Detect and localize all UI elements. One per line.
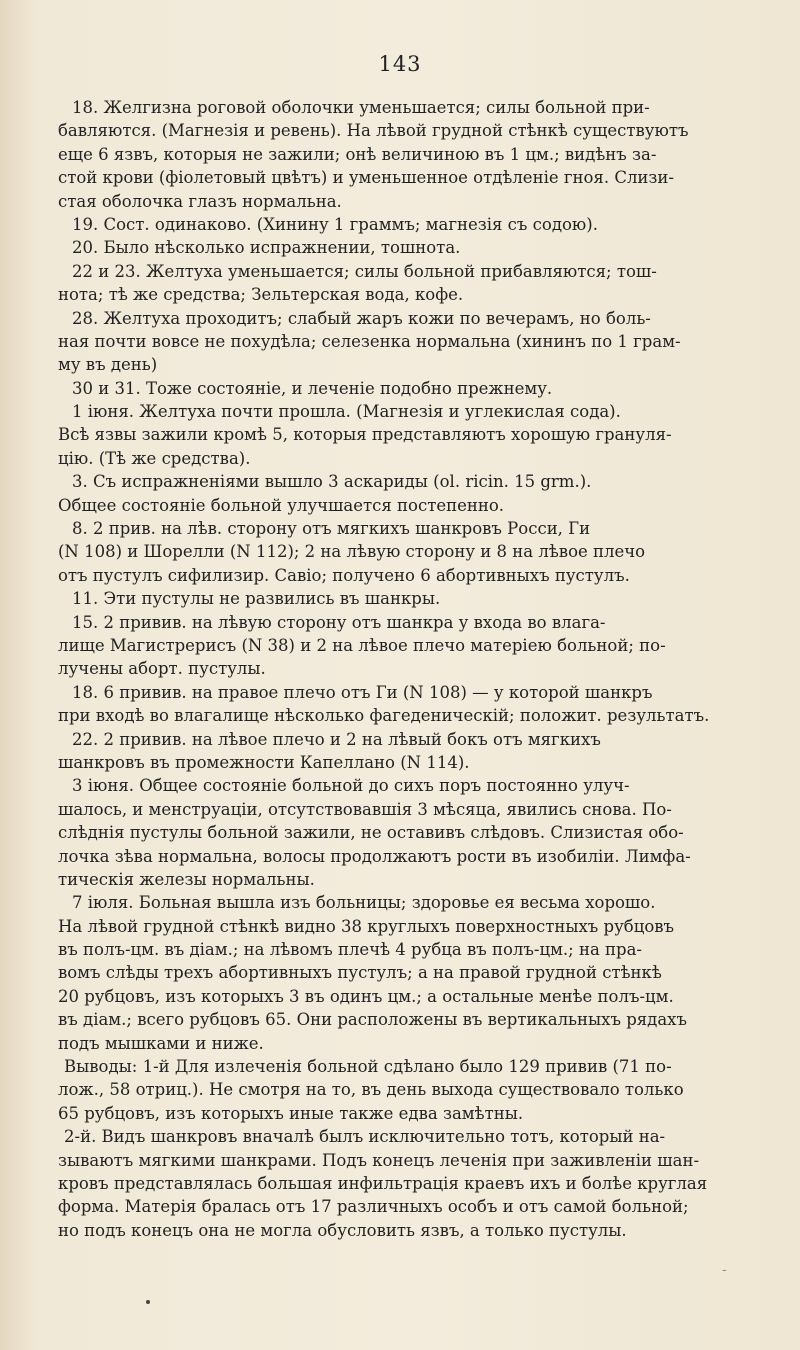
text-line: 65 рубцовъ, изъ которыхъ иные также едва замѣтны. xyxy=(58,1103,524,1123)
text-line: стая оболочка глазъ нормальна. xyxy=(58,191,342,211)
text-line: Общее состояніе больной улучшается постепенно. xyxy=(58,495,505,515)
page-number: 143 xyxy=(378,52,422,76)
text-line: 18. Желгизна роговой оболочки уменьшается; силы больной при- xyxy=(72,98,650,117)
text-line: 1 іюня. Желтуха почти прошла. (Магнезія и углекислая сода). xyxy=(72,402,621,422)
text-line: кровъ представлялась большая инфильтрація краевъ ихъ и болѣе круглая xyxy=(58,1173,708,1193)
text-line: На лѣвой грудной стѣнкѣ видно 38 круглыхъ поверхностныхъ рубцовъ xyxy=(58,916,675,936)
text-line: 18. 6 привив. на правое плечо отъ Ги (N 108) — у которой шанкръ xyxy=(72,682,653,702)
text-line: лож., 58 отриц.). Не смотря на то, въ день выхода существовало только xyxy=(58,1080,684,1100)
text-line: 28. Желтуха проходитъ; слабый жаръ кожи по вечерамъ, но боль- xyxy=(72,308,651,328)
text-line: нота; тѣ же средства; Зельтерская вода, кофе. xyxy=(58,285,464,305)
text-line: зываютъ мягкими шанкрами. Подъ конецъ леченія при заживленіи шан- xyxy=(58,1150,700,1170)
text-line: отъ пустулъ сифилизир. Савіо; получено 6 абортивныхъ пустулъ. xyxy=(58,565,630,585)
text-line: 3. Съ испражненіями вышло 3 аскариды (ol. ricin. 15 grm.). xyxy=(72,472,592,492)
text-line: 22 и 23. Желтуха уменьшается; силы больной прибавляются; тош- xyxy=(72,261,657,281)
text-line: му въ день) xyxy=(58,355,158,375)
text-line: при входѣ во влагалище нѣсколько фагеденическій; положит. результатъ. xyxy=(58,706,710,726)
end-mark: - xyxy=(722,1262,727,1278)
text-line: Выводы: 1-й Для излеченія больной сдѣлано было 129 привив (71 по- xyxy=(64,1057,672,1077)
text-line: вомъ слѣды трехъ абортивныхъ пустулъ; а на правой грудной стѣнкѣ xyxy=(58,963,662,983)
text-line: цію. (Тѣ же средства). xyxy=(58,448,251,468)
text-line: шанкровъ въ промежности Капеллано (N 114). xyxy=(58,752,470,772)
text-line: 22. 2 привив. на лѣвое плечо и 2 на лѣвый бокъ отъ мягкихъ xyxy=(72,729,601,749)
text-line: 7 іюля. Больная вышла изъ больницы; здоровье ея весьма хорошо. xyxy=(72,893,656,913)
text-line: еще 6 язвъ, которыя не зажили; онѣ величиною въ 1 цм.; видѣнъ за- xyxy=(58,144,657,164)
text-line: въ діам.; всего рубцовъ 65. Они расположены въ вертикальныхъ рядахъ xyxy=(58,1010,687,1030)
text-line: шалось, и менструаціи, отсутствовавшія 3 мѣсяца, явились снова. По- xyxy=(58,799,672,819)
text-line: форма. Матерія бралась отъ 17 различныхъ особъ и отъ самой больной; xyxy=(58,1197,689,1217)
text-line: слѣднія пустулы больной зажили, не оставивъ слѣдовъ. Слизистая обо- xyxy=(58,823,684,843)
text-line: но подъ конецъ она не могла обусловить язвъ, а только пустулы. xyxy=(58,1220,627,1240)
text-line: 15. 2 привив. на лѣвую сторону отъ шанкра у входа во влага- xyxy=(72,612,606,632)
text-line: 8. 2 прив. на лѣв. сторону отъ мягкихъ шанкровъ Росси, Ги xyxy=(72,519,591,539)
text-line: ная почти вовсе не похудѣла; селезенка нормальна (хининъ по 1 грам- xyxy=(58,331,681,351)
text-line: тическія железы нормальны. xyxy=(58,869,315,889)
text-line: (N 108) и Шорелли (N 112); 2 на лѣвую сторону и 8 на лѣвое плечо xyxy=(58,542,646,562)
text-line: 20. Было нѣсколько испражнении, тошнота. xyxy=(72,238,461,258)
text-line: 20 рубцовъ, изъ которыхъ 3 въ одинъ цм.; а остальные менѣе полъ-цм. xyxy=(58,986,674,1006)
body-text xyxy=(58,96,738,1242)
text-line: лище Магистрерисъ (N 38) и 2 на лѣвое плечо матеріею больной; по- xyxy=(58,635,666,655)
text-line: лучены аборт. пустулы. xyxy=(58,659,266,679)
text-line: стой крови (фіолетовый цвѣтъ) и уменьшенное отдѣленіе гноя. Слизи- xyxy=(58,168,675,188)
text-line: подъ мышками и ниже. xyxy=(58,1033,264,1053)
text-line: 11. Эти пустулы не развились въ шанкры. xyxy=(72,589,441,609)
text-line: лочка зѣва нормальна, волосы продолжаютъ рости въ изобиліи. Лимфа- xyxy=(58,846,691,866)
text-line: 19. Сост. одинаково. (Хинину 1 граммъ; магнезія съ содою). xyxy=(72,214,598,234)
text-line: Всѣ язвы зажили кромѣ 5, которыя представляютъ хорошую грануля- xyxy=(58,425,672,445)
ink-dot xyxy=(146,1300,150,1304)
text-line: 2-й. Видъ шанкровъ вначалѣ былъ исключительно тотъ, который на- xyxy=(64,1127,666,1147)
text-line: въ полъ-цм. въ діам.; на лѣвомъ плечѣ 4 рубца въ полъ-цм.; на пра- xyxy=(58,940,643,960)
text-line: 3 іюня. Общее состояніе больной до сихъ поръ постоянно улуч- xyxy=(72,776,630,796)
text-line: бавляются. (Магнезія и ревень). На лѣвой грудной стѣнкѣ существуютъ xyxy=(58,121,689,141)
text-line: 30 и 31. Тоже состояніе, и леченіе подобно прежнему. xyxy=(72,378,553,398)
